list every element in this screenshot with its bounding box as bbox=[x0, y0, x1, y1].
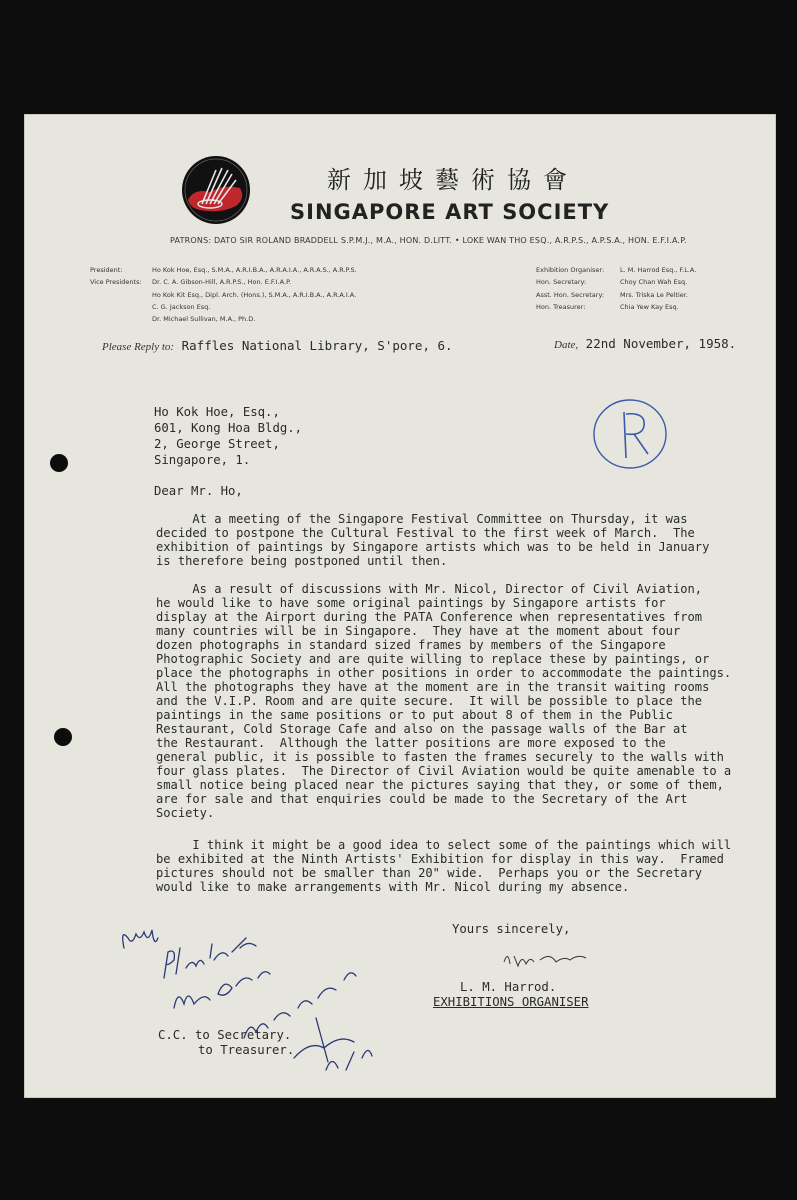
address-line: 601, Kong Hoa Bldg., bbox=[154, 421, 303, 435]
officer-row: President: Ho Kok Hoe, Esq., S.M.A., A.R.I.B.A., A.R.A.I.A., A.R.A.S., A.R.P.S. bbox=[90, 266, 357, 274]
address-line: 2, George Street, bbox=[154, 437, 280, 451]
reply-to-value: Raffles National Library, S'pore, 6. bbox=[181, 338, 453, 353]
signatory-name: L. M. Harrod. bbox=[460, 980, 557, 994]
officer-row: Hon. Treasurer: Chia Yew Kay Esq. bbox=[536, 302, 679, 311]
recipient-address bbox=[154, 404, 302, 468]
date-value: 22nd November, 1958. bbox=[585, 336, 737, 351]
handwritten-initial-stamp-icon bbox=[590, 392, 670, 472]
chinese-society-name: 新加坡藝術協會 bbox=[327, 166, 579, 194]
date-line bbox=[554, 336, 736, 351]
letter-page bbox=[24, 114, 776, 1098]
punch-hole-top bbox=[50, 454, 68, 472]
address-line: Singapore, 1. bbox=[154, 453, 251, 467]
officer-row: Exhibition Organiser: L. M. Harrod Esq., F.L.A. bbox=[536, 266, 697, 274]
paragraph-1: At a meeting of the Singapore Festival Committee on Thursday, it was decided to postpone the Cultural Festival to the first week of March. The exhibition of paintings by Singapore artists which was to be held in January is therefore being postponed until then. bbox=[156, 512, 710, 568]
punch-hole-bottom bbox=[54, 728, 72, 746]
left-officers bbox=[90, 264, 357, 325]
svg-text:22.11.58: 22.11.58 bbox=[204, 928, 208, 929]
cc-line-2: to Treasurer. bbox=[198, 1043, 295, 1057]
officer-row: Hon. Secretary: Choy Chan Wah Esq. bbox=[536, 278, 688, 287]
closing: Yours sincerely, bbox=[452, 922, 571, 936]
address-line: Ho Kok Hoe, Esq., bbox=[154, 405, 280, 419]
handwritten-note-icon bbox=[114, 908, 374, 1078]
paragraph-3: I think it might be a good idea to select some of the paintings which will be exhibited at the Ninth Artists' Exhibition for display in this way. Framed pictures should not be smaller than 20" wide. Perhaps you or the Secretary would like to make arrangements with Mr. Nicol during my absence. bbox=[156, 838, 732, 894]
signature-icon bbox=[500, 946, 592, 970]
officer-row: Dr. Michael Sullivan, M.A., Ph.D. bbox=[152, 315, 256, 324]
officer-row: C. G. Jackson Esq. bbox=[152, 302, 211, 311]
paragraph-2: As a result of discussions with Mr. Nicol, Director of Civil Aviation, he would like to have some original paintings by Singapore artists for display at the Airport during the PATA Conference when representatives from many countries will be in Singapore. They have at the moment about four dozen photographs in standard sized frames by members of the Singapore Photographic Society and are quite willing to replace these by paintings, or place the photographs in other positions in order to accommodate the paintings. All the photographs they have at the moment are in the transit waiting rooms and the V.I.P. Room and are quite secure. It will be possible to place the paintings in the same positions or to put about 8 of them in the Public Restaurant, Cold Storage Cafe and also on the passage walls of the Bar at the Restaurant. Although the latter positions are more exposed to the general public, it is possible to fasten the frames securely to the walls with four glass plates. The Director of Civil Aviation would be quite amenable to a small notice being placed near the pictures saying that they, or some of them, are for sale and that enquiries could be made to the Secretary of the Art Society. bbox=[156, 582, 732, 820]
officer-row: Ho Kok Kit Esq., Dipl. Arch. (Hons.), S.M.A., A.R.I.B.A., A.R.A.I.A. bbox=[152, 290, 357, 299]
right-officers bbox=[536, 264, 696, 313]
patrons-line: PATRONS: DATO SIR ROLAND BRADDELL S.P.M.J., M.A., HON. D.LITT. • LOKE WAN THO ESQ., A.R.P.S., A.P.S.A., HON. E.F.I.A.P. bbox=[170, 236, 687, 245]
cc-line-1: C.C. to Secretary. bbox=[158, 1028, 292, 1042]
officer-row: Asst. Hon. Secretary: Mrs. Triska Le Peltier. bbox=[536, 290, 688, 299]
signatory-title: EXHIBITIONS ORGANISER bbox=[433, 995, 589, 1009]
date-label: Date, bbox=[554, 339, 579, 351]
svg-text:Lucy, Pl. ask to see Mr Choy o: Lucy, Pl. ask to see Mr Choy on me about this bbox=[204, 918, 223, 919]
officer-row: Vice Presidents: Dr. C. A. Gibson-Hill, A.R.P.S., Hon. E.F.I.A.P. bbox=[90, 278, 292, 287]
society-name: SINGAPORE ART SOCIETY bbox=[290, 200, 610, 224]
society-logo-icon bbox=[180, 154, 252, 226]
reply-to-line bbox=[102, 338, 453, 353]
reply-to-label: Please Reply to: bbox=[102, 341, 175, 353]
salutation: Dear Mr. Ho, bbox=[154, 484, 243, 498]
